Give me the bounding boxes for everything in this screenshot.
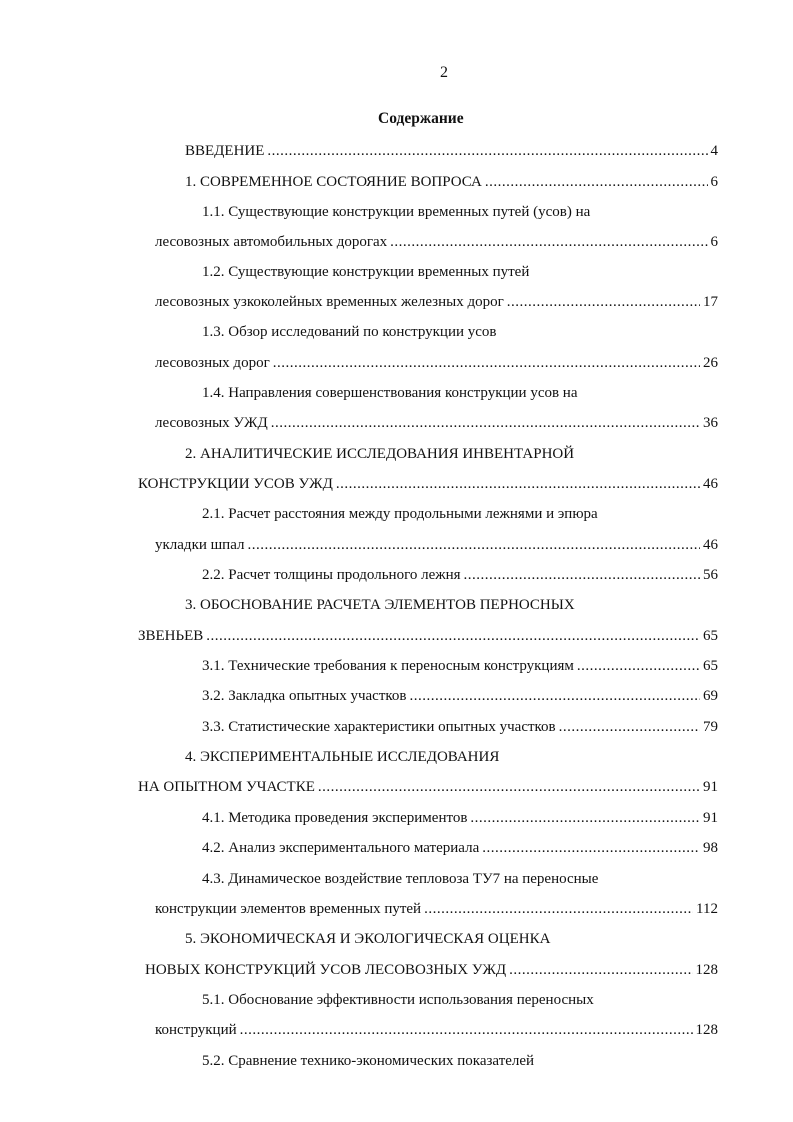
toc-leader-dots <box>240 1020 693 1040</box>
toc-entry-section-1-2-line2 <box>155 292 718 312</box>
toc-entry-text: 4.1. Методика проведения экспериментов <box>202 810 468 826</box>
toc-entry-page: 6 <box>710 174 718 190</box>
toc-entry-chapter-2-line1: 2. АНАЛИТИЧЕСКИЕ ИССЛЕДОВАНИЯ ИНВЕНТАРНОЙ <box>185 446 575 462</box>
toc-entry-section-4-3-line2 <box>155 899 718 919</box>
toc-entry-section-5-1-line2 <box>155 1020 718 1040</box>
toc-entry-page: 65 <box>703 628 718 644</box>
toc-leader-dots <box>336 474 700 494</box>
toc-entry-page: 91 <box>703 810 718 826</box>
toc-entry-text: КОНСТРУКЦИИ УСОВ УЖД <box>138 476 333 492</box>
toc-entry-text: ВВЕДЕНИЕ <box>185 143 265 159</box>
toc-leader-dots <box>273 353 700 373</box>
toc-entry-chapter-2-line2 <box>138 474 718 494</box>
toc-entry-section-3-2 <box>202 686 718 706</box>
toc-entry-page: 128 <box>695 962 718 978</box>
toc-leader-dots <box>464 565 700 585</box>
toc-entry-chapter-3-line1: 3. ОБОСНОВАНИЕ РАСЧЕТА ЭЛЕМЕНТОВ ПЕРНОСНЫХ <box>185 597 575 613</box>
toc-leader-dots <box>271 413 700 433</box>
toc-entry-chapter-1 <box>185 172 718 192</box>
toc-leader-dots <box>424 899 693 919</box>
toc-entry-section-1-3-line2 <box>155 353 718 373</box>
toc-entry-page: 79 <box>703 719 718 735</box>
toc-entry-chapter-5-line1: 5. ЭКОНОМИЧЕСКАЯ И ЭКОЛОГИЧЕСКАЯ ОЦЕНКА <box>185 931 551 947</box>
toc-leader-dots <box>267 141 707 161</box>
toc-entry-text: укладки шпал <box>155 537 245 553</box>
toc-entry-page: 17 <box>703 294 718 310</box>
toc-entry-text: 2.2. Расчет толщины продольного лежня <box>202 567 461 583</box>
toc-entry-page: 36 <box>703 415 718 431</box>
toc-entry-page: 91 <box>703 779 718 795</box>
toc-entry-page: 128 <box>695 1022 718 1038</box>
toc-entry-text: лесовозных дорог <box>155 355 270 371</box>
toc-entry-section-1-3-line1: 1.3. Обзор исследований по конструкции усов <box>202 324 497 340</box>
toc-entry-text: лесовозных автомобильных дорогах <box>155 234 388 250</box>
toc-entry-text: лесовозных УЖД <box>155 415 268 431</box>
toc-entry-page: 46 <box>703 537 718 553</box>
toc-entry-text: 3.2. Закладка опытных участков <box>202 688 407 704</box>
toc-leader-dots <box>390 232 707 252</box>
toc-entry-page: 46 <box>703 476 718 492</box>
toc-title: Содержание <box>378 110 464 127</box>
toc-leader-dots <box>247 535 700 555</box>
toc-entry-chapter-4-line2 <box>138 777 718 797</box>
toc-entry-section-2-1-line2 <box>155 535 718 555</box>
toc-entry-page: 98 <box>703 840 718 856</box>
toc-entry-section-2-2 <box>202 565 718 585</box>
toc-entry-text: ЗВЕНЬЕВ <box>138 628 204 644</box>
toc-leader-dots <box>318 777 700 797</box>
toc-leader-dots <box>470 808 700 828</box>
toc-entry-section-3-3 <box>202 717 718 737</box>
toc-entry-section-1-4-line2 <box>155 413 718 433</box>
toc-entry-section-2-1-line1: 2.1. Расчет расстояния между продольными лежнями и эпюра <box>202 506 598 522</box>
toc-entry-page: 4 <box>710 143 718 159</box>
toc-entry-introduction <box>185 141 718 161</box>
toc-leader-dots <box>410 686 701 706</box>
toc-entry-section-1-2-line1: 1.2. Существующие конструкции временных путей <box>202 264 530 280</box>
toc-entry-section-5-2-line1: 5.2. Сравнение технико-экономических показателей <box>202 1053 535 1069</box>
toc-leader-dots <box>507 292 700 312</box>
toc-entry-page: 56 <box>703 567 718 583</box>
toc-entry-page: 26 <box>703 355 718 371</box>
toc-entry-section-3-1 <box>202 656 718 676</box>
page-number: 2 <box>440 64 448 81</box>
toc-entry-text: конструкции элементов временных путей <box>155 901 422 917</box>
toc-entry-text: НА ОПЫТНОМ УЧАСТКЕ <box>138 779 315 795</box>
toc-leader-dots <box>482 838 700 858</box>
toc-entry-section-4-1 <box>202 808 718 828</box>
toc-entry-text: 3.1. Технические требования к переносным конструкциям <box>202 658 574 674</box>
toc-entry-text: лесовозных узкоколейных временных железных дорог <box>155 294 504 310</box>
toc-leader-dots <box>509 960 692 980</box>
toc-entry-text: НОВЫХ КОНСТРУКЦИЙ УСОВ ЛЕСОВОЗНЫХ УЖД <box>145 962 507 978</box>
toc-entry-text: 4.2. Анализ экспериментального материала <box>202 840 480 856</box>
toc-entry-chapter-3-line2 <box>138 626 718 646</box>
toc-entry-section-1-1-line2 <box>155 232 718 252</box>
toc-entry-page: 65 <box>703 658 718 674</box>
toc-entry-chapter-5-line2 <box>145 960 718 980</box>
toc-entry-section-5-1-line1: 5.1. Обоснование эффективности использования переносных <box>202 992 594 1008</box>
toc-entry-section-1-1-line1: 1.1. Существующие конструкции временных путей (усов) на <box>202 204 591 220</box>
toc-leader-dots <box>485 172 708 192</box>
toc-entry-page: 6 <box>710 234 718 250</box>
toc-entry-text: 1. СОВРЕМЕННОЕ СОСТОЯНИЕ ВОПРОСА <box>185 174 482 190</box>
toc-entry-section-1-4-line1: 1.4. Направления совершенствования конструкции усов на <box>202 385 578 401</box>
toc-leader-dots <box>577 656 700 676</box>
toc-entry-page: 112 <box>696 901 718 917</box>
toc-leader-dots <box>559 717 700 737</box>
toc-entry-section-4-3-line1: 4.3. Динамическое воздействие тепловоза ТУ7 на переносные <box>202 871 599 887</box>
toc-leader-dots <box>206 626 700 646</box>
toc-entry-page: 69 <box>703 688 718 704</box>
toc-entry-section-4-2 <box>202 838 718 858</box>
toc-entry-text: 3.3. Статистические характеристики опытных участков <box>202 719 556 735</box>
toc-entry-text: конструкций <box>155 1022 237 1038</box>
toc-entry-chapter-4-line1: 4. ЭКСПЕРИМЕНТАЛЬНЫЕ ИССЛЕДОВАНИЯ <box>185 749 500 765</box>
